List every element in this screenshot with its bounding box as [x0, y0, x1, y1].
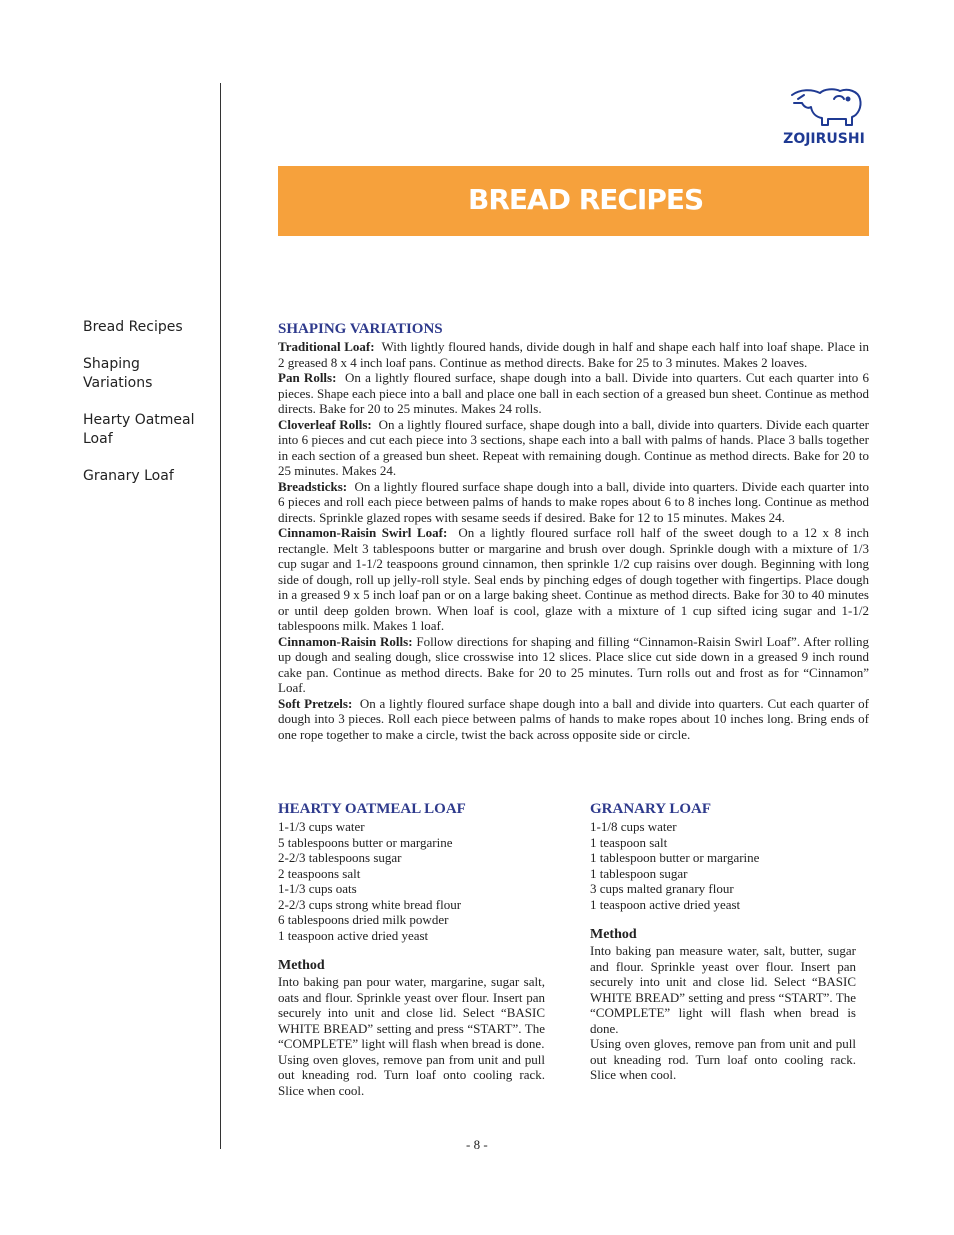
ingredient-line: 6 tablespoons dried milk powder: [278, 912, 449, 927]
shaping-entry: [278, 417, 869, 479]
section-title: SHAPING VARIATIONS: [278, 321, 443, 337]
sidebar-item-hearty-oatmeal-loaf[interactable]: Hearty Oatmeal Loaf: [83, 412, 195, 447]
vertical-divider: [220, 83, 221, 1149]
ingredient-line: 1-1/8 cups water: [590, 819, 677, 834]
shaping-entry: [278, 370, 869, 417]
method-heading: Method: [278, 958, 325, 973]
ingredient-line: 2-2/3 tablespoons sugar: [278, 850, 402, 865]
sidebar-nav: [83, 318, 213, 504]
entry-text: With lightly floured hands, divide dough in half and shape each half into loaf shape. Place in 2 greased 8 x 4 inch loaf pans. Continue as method directs. Bake for 25 to 3 minutes. Makes 2 loaves.: [278, 339, 870, 370]
entry-text: On a lightly floured surface shape dough into a ball, divide into quarters. Divide each quarter into 6 pieces and roll each piece between palms of hands to make ropes about 6 to 8 inches long. Continue as method directs. Sprinkle glazed ropes with sesame seeds if desired. Bake for 12 to 15 minutes. Makes 24.: [278, 478, 870, 525]
section-title: GRANARY LOAF: [590, 801, 711, 817]
shaping-entry: [278, 479, 869, 526]
shaping-entry: [278, 525, 869, 634]
entry-text: On a lightly floured surface shape dough into a ball and divide into quarters. Cut each quarter of dough into 3 pieces. Roll each piece between palms of hands to make ropes about 10 inches long. Bring ends of one rope together to make a circle, twist the back across opposite side or circle.: [278, 695, 869, 742]
ingredient-line: 1 teaspoon active dried yeast: [278, 927, 429, 943]
shaping-variations-section: [278, 321, 869, 742]
ingredient-line: 1 tablespoon sugar: [590, 865, 688, 881]
entry-term: Cinnamon-Raisin Swirl Loaf:: [278, 525, 448, 540]
method-paragraph: Into baking pan pour water, margarine, sugar salt, oats and flour. Sprinkle yeast over flour. Insert pan securely into unit and close lid. Select “BASIC WHITE BREAD” setting and press “START”. The “COMPLETE” light will flash when bread is done.: [278, 974, 545, 1051]
shaping-entry: [278, 696, 869, 743]
entry-text: On a lightly floured surface, shape dough into a ball, divide into quarters. Divide each quarter into 6 pieces and cut each piece into 3 sections, shape each into a ball with palms of hands. Place 3 balls together in each section of a greased bun sheet. Repeat with remaining dough. Continue as method directs. Bake for 20 to 25 minutes. Makes 24.: [278, 416, 869, 478]
entry-term: Cloverleaf Rolls:: [278, 416, 372, 432]
entry-term: Breadsticks:: [278, 478, 348, 494]
method-heading: Method: [590, 927, 637, 942]
method-paragraph: Into baking pan measure water, salt, butter, sugar and flour. Sprinkle yeast over flour. Insert pan securely into unit and close lid. Select “BASIC WHITE BREAD” setting and press “START”. The “COMPLETE” light will flash when bread is done.: [590, 943, 856, 1036]
zojirushi-logo: [778, 85, 870, 147]
method-paragraph: Using oven gloves, remove pan from unit and pull out kneading rod. Turn loaf onto cooling rack. Slice when cool.: [590, 1036, 856, 1082]
shaping-entry: [278, 634, 869, 696]
entry-term: Cinnamon-Raisin Rolls:: [278, 633, 413, 649]
page-title: BREAD RECIPES: [468, 183, 704, 216]
method-paragraph: Using oven gloves, remove pan from unit and pull out kneading rod. Turn loaf onto cooling rack. Slice when cool.: [278, 1051, 545, 1098]
entry-text: On a lightly floured surface roll half of the sweet dough to a 12 x 8 inch rectangle. Melt 3 tablespoons butter or margarine and brush over dough. Sprinkle dough with a mixture of 1/3 cup sugar and 1-1/2 teaspoons ground cinnamon, then sprinkle 1/2 cup raisins over dough. Beginning with long side of dough, roll up jelly-roll style. Seal ends by pinching edges of dough together with fingertips. Place dough in a greased 9 x 5 inch loaf pan or on a large baking sheet. Continue as method directs. Bake for 30 to 40 minutes or until deep golden brown. When loaf is cool, glaze with a mixture of 1 cup sifted icing sugar and 1-1/2 tablespoons milk. Makes 1 loaf.: [278, 525, 869, 633]
section-title: HEARTY OATMEAL LOAF: [278, 801, 466, 817]
ingredient-line: 2-2/3 cups strong white bread flour: [278, 896, 462, 912]
granary-loaf-section: [590, 801, 856, 1083]
sidebar-item-granary-loaf[interactable]: Granary Loaf: [83, 468, 174, 484]
ingredient-line: 2 teaspoons salt: [278, 865, 361, 881]
brand-name: ZOJIRUSHI: [783, 131, 865, 147]
page-banner: [278, 166, 869, 236]
hearty-oatmeal-loaf-section: [278, 801, 545, 1098]
page-number: - 8 -: [466, 1137, 488, 1152]
ingredient-line: 3 cups malted granary flour: [590, 881, 734, 896]
ingredient-line: 1-1/3 cups oats: [278, 881, 357, 896]
entry-term: Pan Rolls:: [278, 370, 337, 385]
ingredient-line: 1 teaspoon salt: [590, 834, 668, 850]
ingredient-line: 1-1/3 cups water: [278, 819, 365, 834]
entry-text: Follow directions for shaping and filling “Cinnamon-Raisin Swirl Loaf”. After rolling up dough and sealing dough, slice crosswise into 12 slices. Place slice cut side down in a greased 9 inch round cake pan. Continue as method directs. Bake for 20 to 25 minutes. Turn rolls out and frost as for “Cinnamon” Loaf.: [278, 633, 870, 695]
shaping-entry: [278, 339, 869, 370]
sidebar-item-bread-recipes[interactable]: Bread Recipes: [83, 319, 183, 335]
ingredient-line: 1 tablespoon butter or margarine: [590, 850, 760, 865]
ingredient-line: 1 teaspoon active dried yeast: [590, 896, 741, 912]
entry-text: On a lightly floured surface, shape dough into a ball. Divide into quarters. Cut each quarter into 6 pieces. Shape each piece into a ball and place one ball in each section of a greased bun sheet. Continue as method directs. Bake for 20 to 25 minutes. Makes 24 rolls.: [278, 370, 870, 416]
sidebar-item-shaping-variations[interactable]: Shaping Variations: [83, 356, 153, 391]
entry-term: Traditional Loaf:: [278, 339, 375, 354]
entry-term: Soft Pretzels:: [278, 695, 353, 711]
elephant-icon: [778, 85, 870, 147]
ingredient-line: 5 tablespoons butter or margarine: [278, 834, 453, 850]
